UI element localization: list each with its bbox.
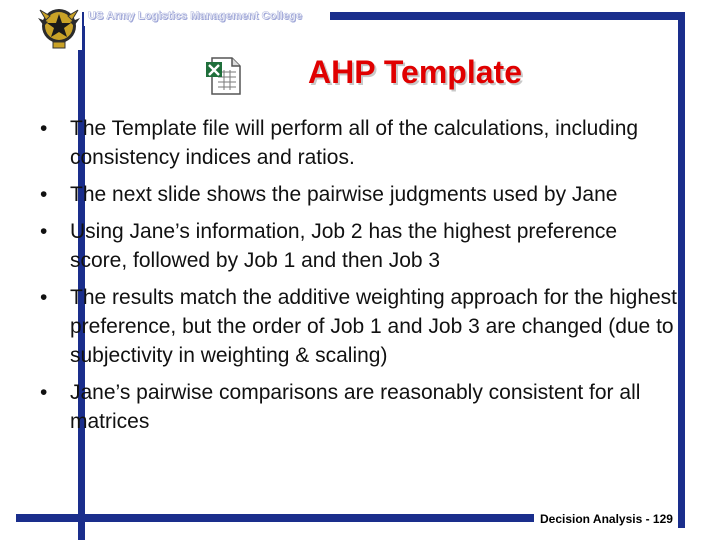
bullet-item [40, 378, 680, 436]
bullet-text: The results match the additive weighting approach for the highest preference, but the order of Job 1 and Job 3 are changed (due to subjectivity in weighting & scaling) [70, 286, 678, 367]
bullet-dot: • [40, 381, 48, 404]
bullet-item [40, 180, 680, 209]
bullet-dot: • [40, 286, 48, 309]
bullet-dot: • [40, 220, 48, 243]
bullet-dot: • [40, 183, 48, 206]
bullet-text: Jane’s pairwise comparisons are reasonably consistent for all matrices [70, 381, 641, 433]
slide-title: AHP Template [308, 54, 522, 90]
army-crest-logo [36, 2, 82, 50]
bullet-item [40, 217, 680, 275]
bullet-dot: • [40, 117, 48, 140]
college-name: US Army Logistics Management College [88, 10, 303, 22]
bullet-item [40, 114, 680, 172]
bullet-text: The next slide shows the pairwise judgments used by Jane [70, 183, 618, 206]
bullet-item [40, 283, 680, 370]
bullet-list [40, 114, 680, 444]
slide-number-footer: Decision Analysis - 129 [540, 512, 673, 526]
bullet-text: Using Jane’s information, Job 2 has the highest preference score, followed by Job 1 and then Job 3 [70, 220, 618, 272]
bullet-text: The Template file will perform all of the calculations, including consistency indices and ratios. [70, 117, 639, 169]
